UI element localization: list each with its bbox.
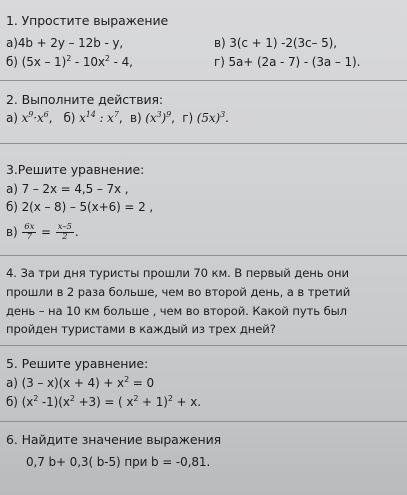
exponent: 14 bbox=[85, 110, 96, 119]
task3-item-b bbox=[6, 200, 153, 214]
task3-item-a bbox=[6, 182, 128, 196]
expression-part: + 1) bbox=[138, 395, 168, 409]
equals-sign: = bbox=[41, 225, 51, 239]
divider bbox=[0, 421, 407, 422]
task3-item-v bbox=[6, 222, 79, 242]
item-label: г) bbox=[182, 111, 194, 125]
task1-item-b bbox=[6, 55, 133, 69]
expression: 7 – 2x = 4,5 – 7x , bbox=[21, 182, 129, 196]
item-label: б) bbox=[63, 111, 76, 125]
item-label: в) bbox=[6, 225, 18, 239]
expression: 3(c + 1) -2(3c– 5), bbox=[229, 36, 337, 50]
item-label: в) bbox=[214, 36, 226, 50]
expression-part: -1)(x bbox=[38, 395, 70, 409]
exponent: 2 bbox=[133, 394, 139, 403]
exponent: 3 bbox=[156, 110, 162, 119]
expression-part: (x bbox=[21, 395, 34, 409]
item-label: а) bbox=[6, 111, 18, 125]
exponent: 2 bbox=[69, 394, 75, 403]
expression-part: (3 – x)(x + 4) + x bbox=[21, 376, 125, 390]
divider bbox=[0, 345, 407, 346]
numerator: x–5 bbox=[57, 222, 72, 232]
task1-item-g bbox=[214, 55, 360, 69]
numerator: 6x bbox=[24, 222, 35, 232]
separator: . bbox=[74, 225, 79, 239]
item-label: а) bbox=[6, 182, 18, 196]
task4-line-4: пройден туристами в каждый из трех дней? bbox=[6, 322, 276, 336]
separator: . bbox=[225, 111, 229, 125]
item-label: б) bbox=[6, 395, 18, 409]
expression-part: +3) = ( x bbox=[74, 395, 134, 409]
base: x bbox=[79, 111, 86, 125]
exponent: 2 bbox=[104, 54, 110, 63]
task1-title: 1. Упростите выражение bbox=[6, 13, 169, 28]
expression-a bbox=[22, 111, 49, 125]
task6-title: 6. Найдите значение выражения bbox=[6, 432, 222, 447]
exponent: 2 bbox=[124, 375, 130, 384]
separator: , bbox=[118, 111, 123, 125]
item-label: а) bbox=[6, 36, 18, 50]
denominator: 2 bbox=[62, 232, 68, 242]
expression-part: - 4, bbox=[109, 55, 133, 69]
exponent: 6 bbox=[43, 110, 49, 119]
task1-item-a bbox=[6, 36, 123, 50]
expression-part: + x. bbox=[172, 395, 201, 409]
task5-item-b bbox=[6, 395, 201, 409]
expression-g bbox=[197, 111, 225, 125]
exponent: 2 bbox=[33, 394, 39, 403]
operator: : x bbox=[95, 111, 114, 125]
expression-part: - 10x bbox=[71, 55, 105, 69]
bracket: ) bbox=[161, 111, 167, 125]
exponent: 3 bbox=[220, 110, 226, 119]
item-label: б) bbox=[6, 55, 18, 69]
item-label: в) bbox=[129, 111, 142, 125]
exponent: 9 bbox=[166, 110, 172, 119]
expression-part: (5x – 1) bbox=[21, 55, 67, 69]
divider bbox=[0, 255, 407, 256]
exponent: 7 bbox=[113, 110, 119, 119]
separator: , bbox=[171, 111, 175, 125]
fraction-right bbox=[56, 223, 74, 242]
task2-title: 2. Выполните действия: bbox=[6, 92, 164, 107]
operator: ·x bbox=[33, 111, 44, 125]
exponent: 9 bbox=[28, 110, 34, 119]
item-label: а) bbox=[6, 376, 18, 390]
task3-title: 3.Решите уравнение: bbox=[6, 162, 145, 177]
expression: 2(x – 8) – 5(x+6) = 2 , bbox=[21, 200, 154, 214]
task6-expression: 0,7 b+ 0,3( b-5) при b = -0,81. bbox=[26, 455, 211, 469]
task1-item-v bbox=[214, 36, 337, 50]
task4-line-2: прошли в 2 раза больше, чем во второй день, а в третий bbox=[6, 285, 351, 299]
task2-items bbox=[6, 111, 229, 125]
expression-b bbox=[79, 111, 119, 125]
item-label: б) bbox=[6, 200, 18, 214]
divider bbox=[0, 80, 407, 81]
task5-title: 5. Решите уравнение: bbox=[6, 356, 149, 371]
expression: 5a+ (2a - 7) - (3a – 1). bbox=[228, 55, 361, 69]
expression: 4b + 2y – 12b - y, bbox=[17, 36, 124, 50]
fraction-left bbox=[22, 223, 36, 242]
exponent: 2 bbox=[167, 394, 173, 403]
expression-part: = 0 bbox=[129, 376, 154, 390]
task4-line-3: день – на 10 км больше , чем во второй. Какой путь был bbox=[6, 304, 347, 318]
base: (5x) bbox=[196, 111, 221, 125]
divider bbox=[0, 143, 407, 144]
separator: , bbox=[48, 111, 53, 125]
denominator: 7 bbox=[26, 232, 32, 242]
base: x bbox=[21, 111, 29, 125]
base: (x bbox=[145, 111, 157, 125]
expression-v bbox=[145, 111, 171, 125]
exponent: 2 bbox=[66, 54, 72, 63]
task5-item-a bbox=[6, 376, 154, 390]
item-label: г) bbox=[214, 55, 225, 69]
task4-line-1: 4. За три дня туристы прошли 70 км. В первый день они bbox=[6, 266, 349, 280]
